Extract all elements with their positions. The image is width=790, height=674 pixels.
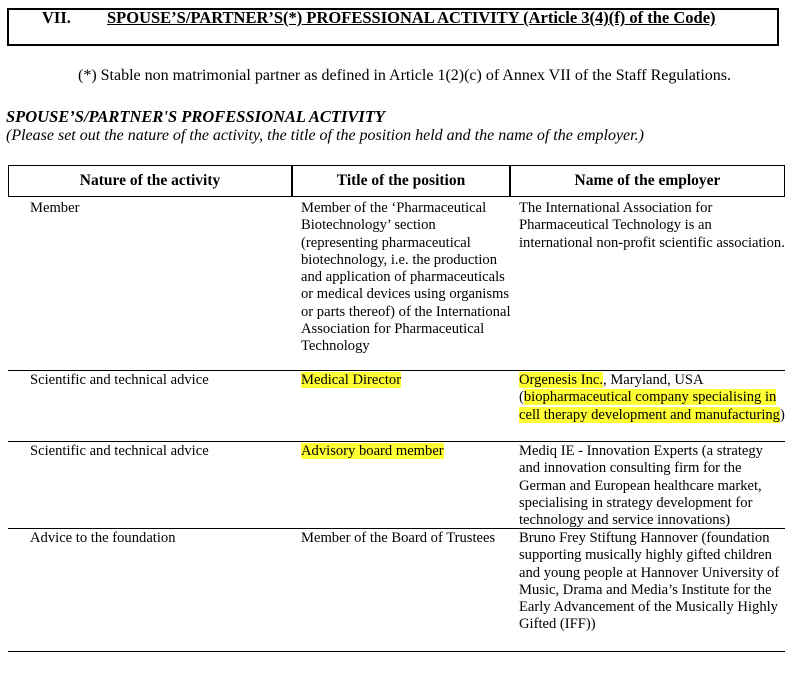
partner-footnote: (*) Stable non matrimonial partner as defined in Article 1(2)(c) of Annex VII of the Staff Regulations. bbox=[78, 67, 732, 84]
row-divider bbox=[8, 370, 785, 371]
header-nature: Nature of the activity bbox=[8, 165, 292, 197]
row2-paren-open: ( bbox=[519, 389, 524, 406]
row3-nature: Scientific and technical advice bbox=[30, 443, 209, 459]
row4-position: Member of the Board of Trustees bbox=[301, 530, 496, 546]
row2-position-cell bbox=[301, 372, 513, 389]
header-employer: Name of the employer bbox=[510, 165, 785, 197]
row2-nature: Scientific and technical advice bbox=[30, 372, 209, 388]
row3-position-cell bbox=[301, 443, 513, 460]
row3-position: Advisory board member bbox=[301, 443, 444, 459]
row2-employer-name: Orgenesis Inc. bbox=[519, 372, 604, 388]
section-number: VII. bbox=[42, 8, 71, 27]
section-title: SPOUSE’S/PARTNER’S(*) PROFESSIONAL ACTIVITY (Article 3(4)(f) of the Code) bbox=[107, 8, 716, 27]
row1-employer: The International Association for Pharmaceutical Technology is an international non-profit scientific association. bbox=[519, 200, 785, 251]
row4-employer: Bruno Frey Stiftung Hannover (foundation supporting musically highly gifted children and young people at Hannover University of Music, Drama and Media’s Institute for the Early Advancement of the Musically Highly Gifted (IFF)) bbox=[519, 530, 780, 633]
activity-instructions: (Please set out the nature of the activity, the title of the position held and the name of the employer.) bbox=[6, 127, 644, 144]
activity-heading: SPOUSE’S/PARTNER'S PROFESSIONAL ACTIVITY bbox=[6, 107, 385, 126]
row2-paren-close: ) bbox=[779, 406, 785, 423]
row1-position: Member of the ‘Pharmaceutical Biotechnology’ section (representing pharmaceutical biotechnology, i.e. the production and application of pharmaceuticals or medical devices using organisms or parts thereof) of the International Association for Pharmaceutical Technology bbox=[301, 200, 511, 355]
row-divider bbox=[8, 441, 785, 442]
row3-employer: Mediq IE - Innovation Experts (a strategy and innovation consulting firm for the German and European healthcare market, specialising in strategy development for technology and service innovations) bbox=[519, 443, 763, 529]
table-bottom-rule bbox=[8, 651, 785, 652]
row2-employer-location: , Maryland, USA bbox=[603, 372, 704, 388]
row4-nature: Advice to the foundation bbox=[30, 530, 176, 546]
header-position: Title of the position bbox=[292, 165, 510, 197]
row2-employer-desc: biopharmaceutical company specialising in cell therapy development and manufacturing bbox=[519, 389, 780, 423]
row-divider bbox=[8, 528, 785, 529]
row2-position: Medical Director bbox=[301, 372, 402, 388]
row1-nature: Member bbox=[30, 200, 80, 216]
row2-employer bbox=[519, 372, 785, 424]
